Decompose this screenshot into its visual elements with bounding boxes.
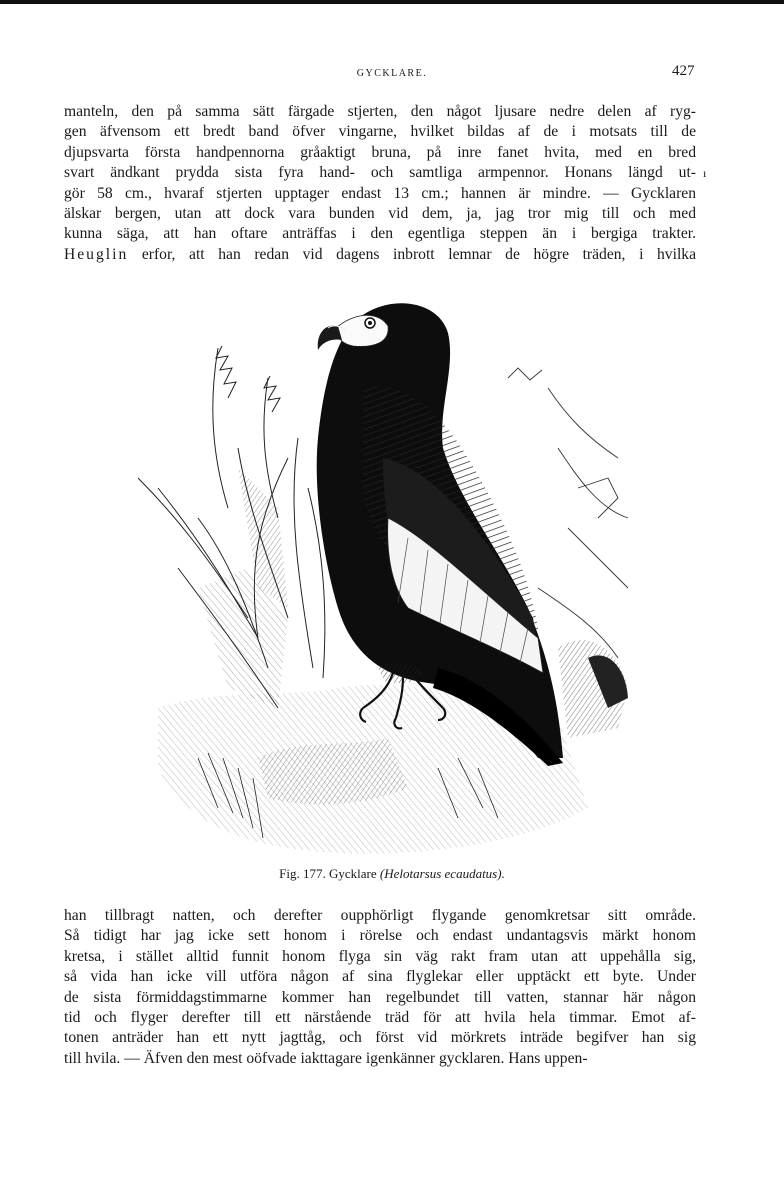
text-line: manteln, den på samma sätt färgade stjerten, den något ljusare nedre delen af ryg- <box>64 103 696 120</box>
running-head: GYCKLARE. <box>356 68 428 79</box>
page-top-rule <box>0 0 784 4</box>
bird-illustration <box>138 288 638 866</box>
text-line: så vida han icke vill utföra någon af sina flyglekar eller upptäckt ett byte. Under <box>64 968 696 986</box>
figure-caption <box>0 866 784 882</box>
bird-engraving-icon <box>138 288 638 866</box>
margin-mark: ı <box>703 166 707 180</box>
text-line: älskar bergen, utan att dock vara bunden vid dem, ja, jag tror mig till och med <box>64 205 696 223</box>
text-line: kunna säga, att han oftare anträffas i den egentliga steppen än i bergiga trakter. <box>64 225 696 243</box>
text-line: gen äfvensom ett bredt band öfver vingarne, hvilket bildas af de i motsats till de <box>64 123 696 141</box>
page-number: 427 <box>672 63 695 79</box>
text-line: tonen anträder han ett nytt jagttåg, och först vid mörkrets inträde begifver han sig <box>64 1029 696 1047</box>
text-line: Så tidigt har jag icke sett honom i rörelse och endast undantagsvis märkt honom <box>64 927 696 945</box>
bottom-paragraph <box>64 906 696 1069</box>
text-line-rest: erfor, att han redan vid dagens inbrott lemnar de högre träden, i hvilka <box>128 245 696 263</box>
text-line: svart ändkant prydda sista fyra hand- och samtliga armpennor. Honans längd ut- <box>64 164 696 182</box>
text-line: gör 58 cm., hvaraf stjerten upptager endast 13 cm.; hannen är mindre. — Gycklaren <box>64 184 696 202</box>
text-line: kretsa, i stället alltid funnit honom flyga sin väg rakt fram utan att uppehålla sig, <box>64 947 696 965</box>
caption-latin-name: (Helotarsus ecaudatus). <box>379 866 505 881</box>
caption-prefix: Fig. 177. Gycklare <box>279 866 380 881</box>
text-line: djupsvarta första handpennorna gråaktigt bruna, på inre fanet hvita, med en bred <box>64 143 696 161</box>
text-line <box>64 245 696 265</box>
top-paragraph <box>64 102 696 265</box>
text-line: till hvila. — Äfven den mest oöfvade iakttagare igenkänner gycklaren. Hans uppen- <box>64 1049 588 1067</box>
text-line: de sista förmiddagstimmarne kommer han regelbundet till vatten, stannar här någon <box>64 988 696 1006</box>
author-name: Heuglin <box>64 245 129 263</box>
text-line: han tillbragt natten, och derefter oupphörligt flygande genomkretsar sitt område. <box>64 907 696 924</box>
text-line: tid och flyger derefter till ett närstående träd för att hvila hela timmar. Emot af- <box>64 1009 696 1027</box>
